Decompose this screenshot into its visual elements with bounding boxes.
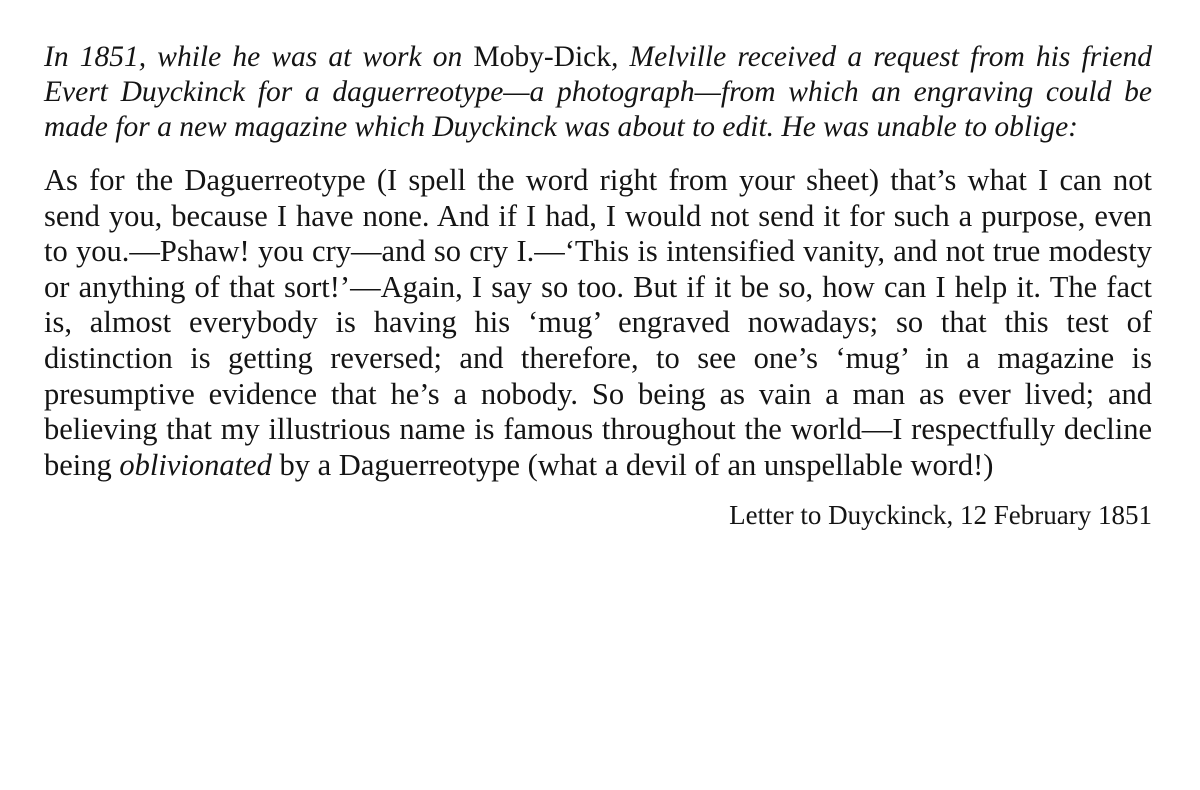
intro-text-end: , Melville received a request from his friend Evert Duyckinck for a daguerreotype—a photograph—from which an engraving could be made for a new magazine which Duyckinck was about to edit. He was unable to oblige: xyxy=(44,41,1152,143)
quote-text-end: by a Daguerreotype (what a devil of an unspellable word!) xyxy=(271,447,994,482)
letter-quote xyxy=(44,163,1152,483)
book-title: Moby-Dick xyxy=(473,41,612,73)
quote-emphasis: oblivionated xyxy=(119,447,272,482)
intro-text-start: In 1851, while he was at work on xyxy=(44,41,474,73)
document-page xyxy=(44,40,1152,531)
quote-text-start: As for the Daguerreotype (I spell the word right from your sheet) that’s what I can not send you, because I have none. And if I had, I would not send it for such a purpose, even to you.—Pshaw! you cry—and so cry I.—‘This is intensified vanity, and not true modesty or anything of that sort!’—Again, I say so too. But if it be so, how can I help it. The fact is, almost everybody is having his ‘mug’ engraved nowadays; so that this test of distinction is getting reversed; and therefore, to see one’s ‘mug’ in a magazine is presumptive evidence that he’s a nobody. So being as vain a man as ever lived; and believing that my illustrious name is famous throughout the world—I respectfully decline being xyxy=(44,163,1152,482)
intro-paragraph xyxy=(44,40,1152,145)
quote-attribution: Letter to Duyckinck, 12 February 1851 xyxy=(729,500,1152,531)
